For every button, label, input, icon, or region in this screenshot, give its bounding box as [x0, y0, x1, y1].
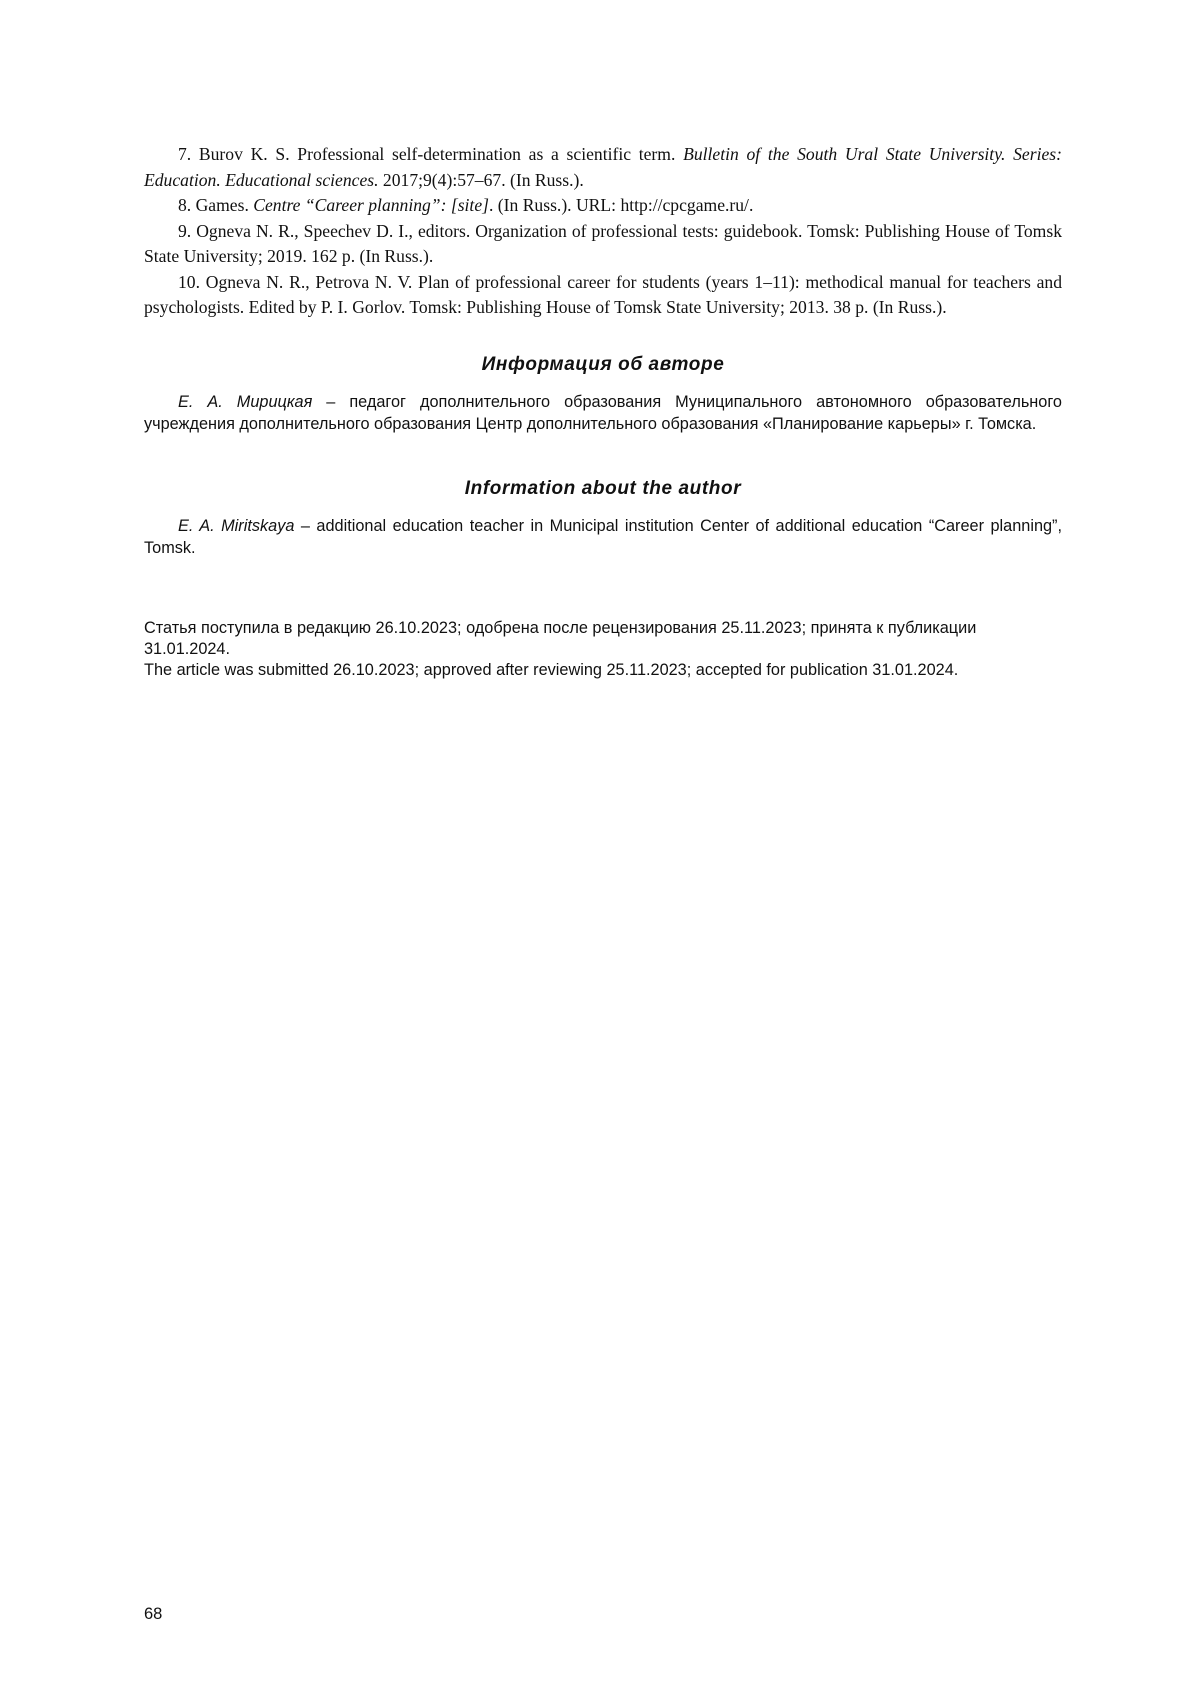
reference-item — [144, 193, 1062, 219]
reference-item — [144, 219, 1062, 270]
author-info-heading-en: Information about the author — [464, 478, 742, 499]
reference-details: 2017;9(4):57–67. (In Russ.). — [378, 169, 584, 190]
author-name-ru: Е. А. Мирицкая — [178, 393, 313, 411]
author-info-ru — [144, 392, 1062, 435]
author-info-en — [144, 516, 1062, 559]
reference-text: 7. Burov K. S. Professional self-determination as a scientific term. — [178, 144, 684, 164]
reference-details: . (In Russ.). URL: http://cpcgame.ru/. — [488, 195, 754, 215]
reference-list — [144, 142, 1062, 321]
reference-source: Bulletin of the South Ural State University. Series: Education. Educational sciences. — [144, 144, 1062, 190]
author-name-en: E. A. Miritskaya — [178, 517, 295, 535]
reference-text: 10. Ogneva N. R., Petrova N. V. Plan of professional career for students (years 1–11): methodical manual for teachers and psychologists. Edited by P. I. Gorlov. Tomsk: Publishing House of Tomsk State University; 2013. 38 p. (In Russ.). — [144, 271, 1062, 317]
page-number: 68 — [144, 1605, 163, 1623]
reference-item — [144, 270, 1062, 321]
author-description-ru: – педагог дополнительного образования Муниципального автономного образовательного учреждения дополнительного образования Центр дополнительного образования «Планирование карьеры» г. Томска. — [144, 393, 1062, 433]
author-info-heading-ru: Информация об авторе — [481, 354, 725, 375]
reference-text: 8. Games. — [178, 195, 254, 215]
article-dates-en: The article was submitted 26.10.2023; approved after reviewing 25.11.2023; accepted for publication 31.01.2024. — [144, 661, 959, 679]
article-dates-ru: Статья поступила в редакцию 26.10.2023; одобрена после рецензирования 25.11.2023; принята к публикации 31.01.2024. — [144, 619, 977, 658]
reference-text: 9. Ogneva N. R., Speechev D. I., editors. Organization of professional tests: guidebook. Tomsk: Publishing House of Tomsk State University; 2019. 162 p. (In Russ.). — [144, 220, 1062, 266]
author-description-en: – additional education teacher in Municipal institution Center of additional education “Career planning”, Tomsk. — [144, 517, 1063, 557]
reference-source: Centre “Career planning”: [site] — [253, 195, 489, 215]
reference-item — [144, 142, 1062, 193]
article-dates — [144, 618, 1062, 681]
